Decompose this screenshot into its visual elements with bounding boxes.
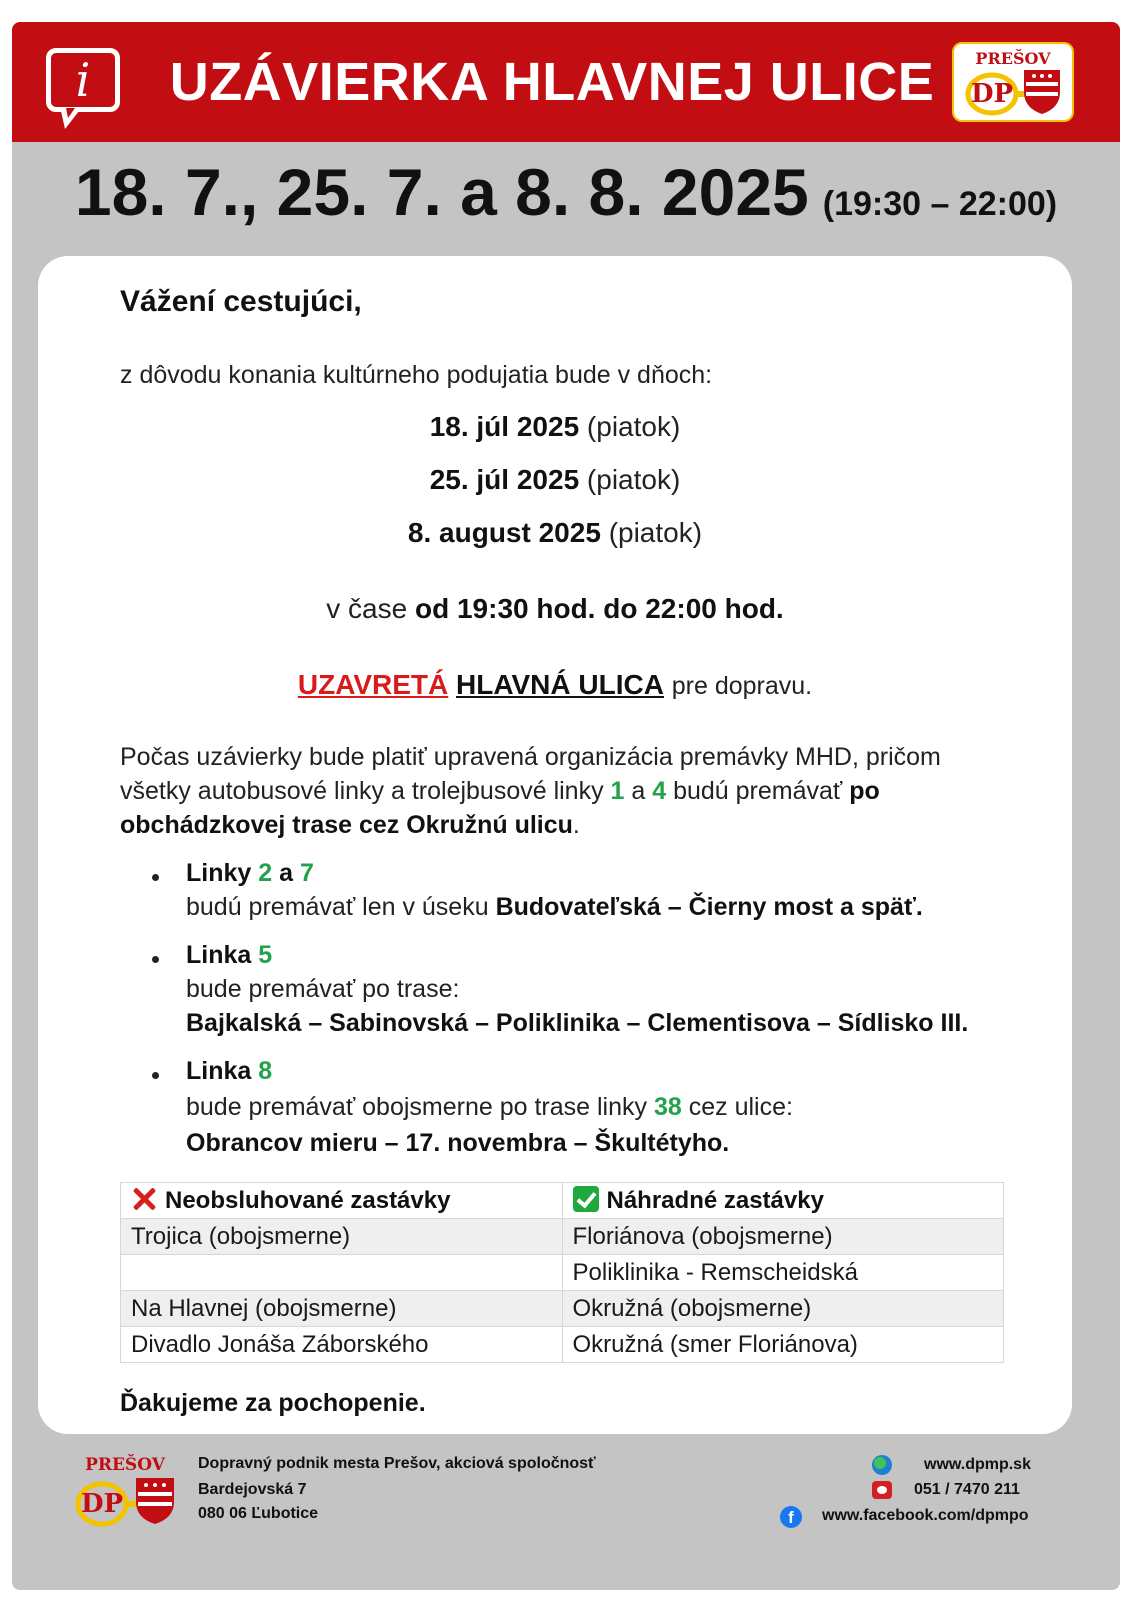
footer-phone[interactable]: 051 / 7470 211 <box>914 1481 1020 1498</box>
line-number-7: 7 <box>299 859 314 887</box>
footer-logo <box>64 1452 186 1532</box>
line-8-text-a: bude premávať obojsmerne po trase linky <box>186 1093 654 1121</box>
dp-presov-logo-icon <box>954 44 1072 120</box>
intro-text: z dôvodu konania kultúrneho podujatia bude v dňoch: <box>120 361 713 389</box>
bullet-dot <box>152 874 162 884</box>
para-end: . <box>572 811 580 839</box>
line-8-heading <box>186 1054 272 1088</box>
logo-city-text: PREŠOV <box>975 49 1051 68</box>
day-3-date: 8. august 2025 <box>407 517 601 548</box>
para-text-c: budú premávať <box>666 777 850 805</box>
footer-street: Bardejovská 7 <box>198 1481 307 1498</box>
greeting: Vážení cestujúci, <box>120 285 362 318</box>
line-prefix: Linka <box>186 941 259 969</box>
time-prefix: v čase <box>326 593 415 624</box>
bubble-tail-inner <box>66 108 75 118</box>
table-header-replacement <box>562 1183 1004 1219</box>
lines-prefix: Linky <box>186 859 259 887</box>
footer-web-link[interactable]: www.dpmp.sk <box>924 1456 1031 1473</box>
replacement-stop: Poliklinika - Remscheidská <box>562 1255 1004 1291</box>
page-title: UZÁVIERKA HLAVNEJ ULICE <box>169 52 935 112</box>
facebook-icon: f <box>780 1506 802 1528</box>
line-number-4: 4 <box>652 777 667 805</box>
info-glyph: i <box>75 53 91 107</box>
replacement-stop: Floriánova (obojsmerne) <box>562 1219 1004 1255</box>
para-line-3 <box>120 808 580 842</box>
para-text-b: a <box>624 777 653 805</box>
detour-route: obchádzkovej trase cez Okružnú ulicu <box>120 811 573 839</box>
line-5-route: Bajkalská – Sabinovská – Poliklinika – Clementisova – Sídlisko III. <box>186 1009 969 1037</box>
notice-sheet <box>12 22 1120 1590</box>
footer-logo-city-text: PREŠOV <box>85 1455 165 1475</box>
line-number-1: 1 <box>610 777 625 805</box>
line-number-8: 8 <box>258 1057 273 1085</box>
time-bold: od 19:30 hod. do 22:00 hod. <box>414 593 784 624</box>
time-window <box>38 590 1072 628</box>
line-prefix: Linka <box>186 1057 259 1085</box>
thanks-text: Ďakujeme za pochopenie. <box>120 1389 426 1417</box>
day-3-weekday: (piatok) <box>608 517 703 548</box>
closed-street-line <box>38 666 1072 705</box>
header-bar <box>12 22 1120 142</box>
day-1-weekday: (piatok) <box>586 411 681 442</box>
day-1-date: 18. júl 2025 <box>429 411 580 442</box>
closed-suffix: pre dopravu. <box>671 672 813 700</box>
header-replacement-label: Náhradné zastávky <box>606 1186 824 1214</box>
unserved-stop: Divadlo Jonáša Záborského <box>121 1327 563 1363</box>
table-row <box>121 1291 1004 1327</box>
bullet-dot <box>152 956 162 966</box>
para-text-a: všetky autobusové linky a trolejbusové linky <box>120 777 611 805</box>
line-number-2: 2 <box>258 859 273 887</box>
line-5-desc: bude premávať po trase: <box>186 975 460 1003</box>
day-2-date: 25. júl 2025 <box>429 464 580 495</box>
line-8-text-b: cez ulice: <box>681 1093 793 1121</box>
lines-2-7-heading <box>186 856 314 890</box>
closed-label: UZAVRETÁ <box>297 669 449 700</box>
footer-city: 080 06 Ľubotice <box>198 1505 319 1522</box>
replacement-stop: Okružná (smer Floriánova) <box>562 1327 1004 1363</box>
notice-card <box>38 256 1072 1434</box>
lines-conj: a <box>272 859 300 887</box>
header-unserved-label: Neobsluhované zastávky <box>165 1186 451 1214</box>
table-row <box>121 1255 1004 1291</box>
dp-presov-footer-logo-icon <box>64 1452 186 1532</box>
para-line-2 <box>120 774 880 808</box>
footer-logo-initials-text: DP <box>80 1489 124 1519</box>
day-3 <box>38 514 1072 552</box>
line-8-desc <box>186 1090 793 1124</box>
table-header-unserved <box>121 1183 563 1219</box>
unserved-stop: Na Hlavnej (obojsmerne) <box>121 1291 563 1327</box>
speech-bubble-info-icon <box>46 48 120 112</box>
line-5-heading <box>186 938 272 972</box>
logo-initials-text: DP <box>970 79 1014 109</box>
bullet-dot <box>152 1072 162 1082</box>
lines-2-7-text: budú premávať len v úseku <box>186 893 496 921</box>
green-check-icon <box>573 1186 599 1212</box>
lines-2-7-desc <box>186 890 923 924</box>
line-number-38: 38 <box>653 1093 682 1121</box>
phone-icon <box>872 1481 892 1499</box>
para-bold-po: po <box>849 777 880 805</box>
replacement-stop: Okružná (obojsmerne) <box>562 1291 1004 1327</box>
footer-facebook-link[interactable]: www.facebook.com/dpmpo <box>822 1507 1029 1524</box>
red-x-icon <box>131 1186 157 1212</box>
day-1 <box>38 408 1072 446</box>
closure-time: (19:30 – 22:00) <box>822 185 1058 223</box>
line-8-route: Obrancov mieru – 17. novembra – Škultétyho. <box>186 1129 730 1157</box>
unserved-stop <box>121 1255 563 1291</box>
day-2-weekday: (piatok) <box>586 464 681 495</box>
table-row <box>121 1219 1004 1255</box>
day-2 <box>38 461 1072 499</box>
line-number-5: 5 <box>258 941 273 969</box>
street-name: HLAVNÁ ULICA <box>456 669 664 700</box>
date-range-line <box>12 154 1120 244</box>
closure-dates: 18. 7., 25. 7. a 8. 8. 2025 <box>74 155 809 229</box>
dp-presov-logo <box>952 42 1074 122</box>
footer-company: Dopravný podnik mesta Prešov, akciová spoločnosť <box>198 1455 596 1472</box>
para-line-1: Počas uzávierky bude platiť upravená organizácia premávky MHD, pričom <box>120 743 941 771</box>
table-header-row <box>121 1183 1004 1219</box>
unserved-stop: Trojica (obojsmerne) <box>121 1219 563 1255</box>
lines-2-7-section: Budovateľská – Čierny most a späť. <box>495 893 923 921</box>
table-row <box>121 1327 1004 1363</box>
globe-icon <box>872 1455 892 1475</box>
stops-table <box>120 1182 1004 1363</box>
